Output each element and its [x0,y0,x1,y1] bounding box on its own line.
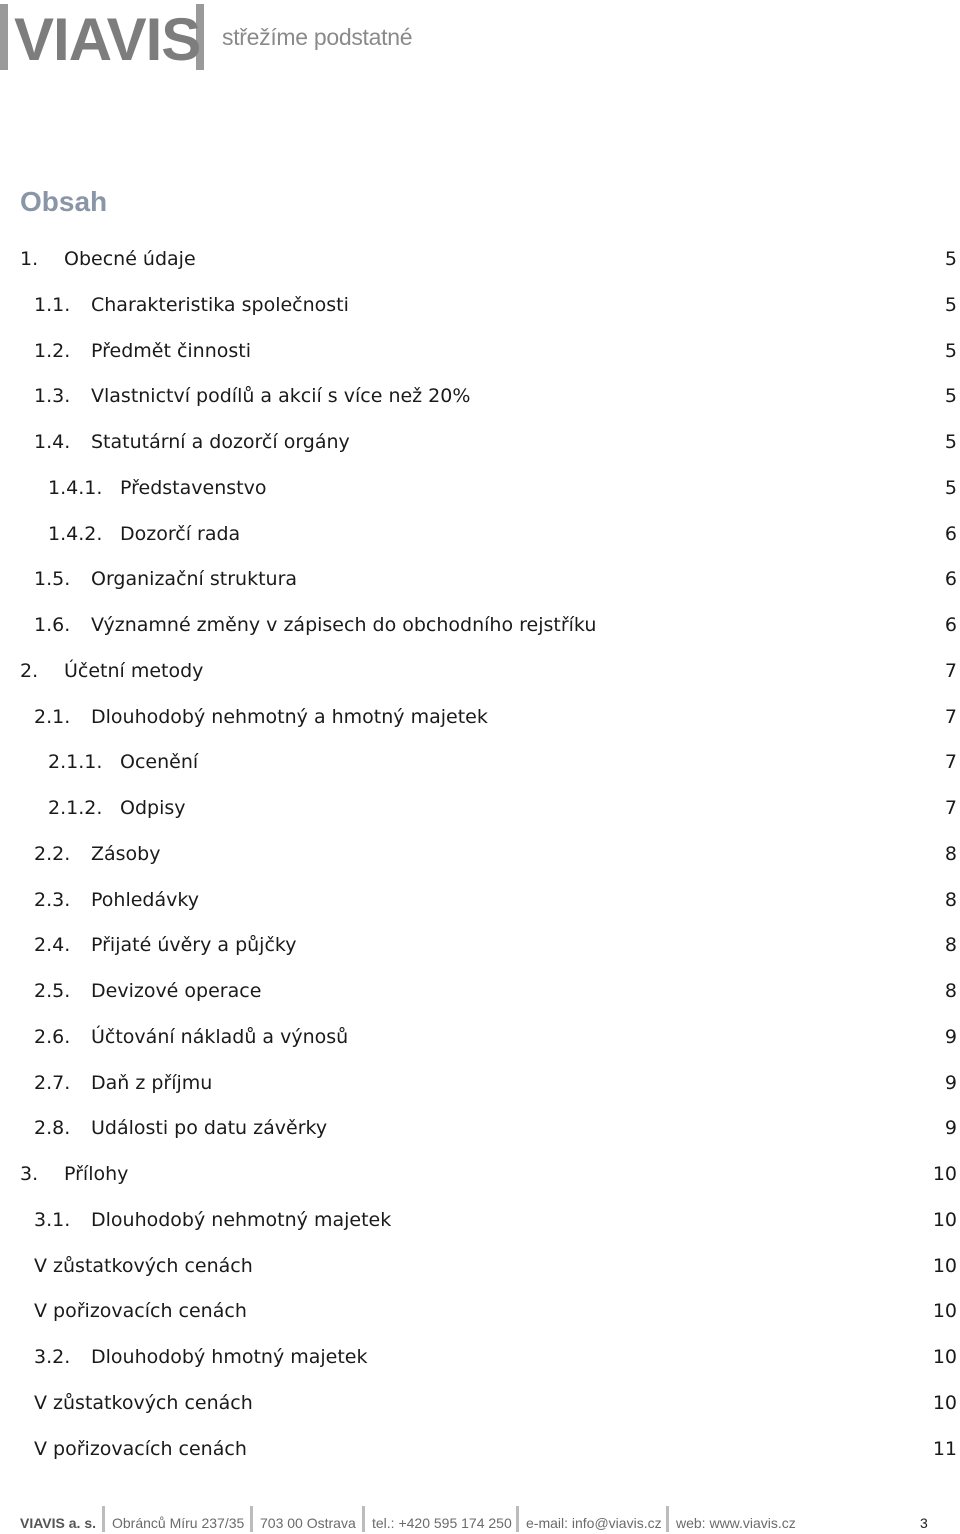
toc-entry[interactable] [0,1288,960,1334]
table-of-contents [0,236,960,1471]
toc-entry[interactable] [0,694,960,740]
toc-entry-title: Devizové operace [91,980,262,1002]
toc-entry-number: 3. [20,1163,39,1185]
footer-email[interactable]: e-mail: info@viavis.cz [526,1515,662,1531]
page-footer [0,1506,960,1534]
toc-entry-page: 8 [944,934,957,957]
toc-entry-title: Účetní metody [64,659,204,682]
footer-divider [250,1506,253,1532]
toc-entry[interactable] [0,373,960,419]
toc-entry-page: 10 [932,1163,957,1185]
toc-entry[interactable] [0,877,960,923]
toc-entry-page: 10 [932,1346,957,1368]
toc-entry-page: 6 [944,614,957,636]
toc-entry[interactable] [0,556,960,602]
toc-entry-page: 9 [944,1071,957,1094]
toc-entry-page: 7 [944,659,957,682]
toc-entry[interactable] [0,328,960,374]
toc-entry-page: 5 [944,385,957,408]
toc-entry[interactable] [0,1334,960,1380]
toc-entry-title: V zůstatkových cenách [34,1391,253,1414]
toc-entry-page: 9 [944,1117,957,1140]
toc-entry-page: 8 [944,980,957,1002]
toc-entry-title: V pořizovacích cenách [34,1437,247,1460]
toc-entry-page: 10 [932,1208,957,1231]
toc-entry-title: Významné změny v zápisech do obchodního rejstříku [91,614,597,636]
toc-entry-page: 5 [944,339,957,362]
toc-entry-number: 2.7. [34,1071,71,1094]
footer-company: VIAVIS a. s. [20,1515,96,1531]
toc-entry-number: 1.1. [34,293,71,316]
toc-entry-number: 2.5. [34,980,71,1002]
toc-entry-number: 2.4. [34,934,71,957]
toc-entry[interactable] [0,922,960,968]
toc-entry-number: 1.2. [34,339,71,362]
toc-entry-page: 6 [944,568,957,591]
toc-entry[interactable] [0,1105,960,1151]
toc-entry-title: Události po datu závěrky [91,1117,328,1140]
toc-entry-number: 1.6. [34,614,71,636]
toc-entry-number: 2. [20,659,39,682]
toc-entry[interactable] [0,1060,960,1106]
toc-entry-number: 1.3. [34,385,71,408]
page-number: 3 [920,1515,928,1531]
toc-entry-number: 2.8. [34,1117,71,1140]
toc-entry-page: 6 [944,522,957,545]
viavis-logo-mark [0,0,210,76]
toc-entry-page: 9 [944,1025,957,1048]
toc-entry[interactable] [0,648,960,694]
toc-entry-page: 7 [944,797,957,819]
toc-entry-title: Dlouhodobý nehmotný a hmotný majetek [91,705,488,728]
toc-entry-page: 10 [932,1391,957,1414]
toc-entry[interactable] [0,236,960,282]
toc-entry[interactable] [0,1243,960,1289]
toc-entry-page: 7 [944,705,957,728]
toc-entry[interactable] [0,968,960,1014]
toc-entry-number: 2.1.2. [48,797,103,819]
toc-entry[interactable] [0,602,960,648]
toc-title: Obsah [20,186,108,217]
toc-entry-number: 2.1. [34,705,71,728]
toc-entry[interactable] [0,282,960,328]
toc-entry-page: 10 [932,1254,957,1277]
footer-divider [102,1506,105,1532]
toc-entry-title: Obecné údaje [64,248,196,270]
toc-entry-title: Dlouhodobý hmotný majetek [91,1346,368,1368]
toc-entry-page: 5 [944,293,957,316]
toc-entry[interactable] [0,465,960,511]
toc-entry[interactable] [0,511,960,557]
toc-entry[interactable] [0,1380,960,1426]
toc-entry-page: 8 [944,888,957,911]
toc-entry-page: 5 [944,248,957,270]
toc-entry[interactable] [0,1014,960,1060]
logo-tagline: střežíme podstatné [222,24,413,50]
footer-divider [666,1506,669,1532]
toc-entry[interactable] [0,785,960,831]
toc-entry[interactable] [0,1426,960,1472]
toc-entry-page: 10 [932,1300,957,1323]
toc-entry-page: 5 [944,431,957,453]
toc-entry-title: Přílohy [64,1163,129,1185]
toc-entry-page: 11 [932,1437,957,1460]
toc-entry-title: V zůstatkových cenách [34,1254,253,1277]
toc-entry[interactable] [0,739,960,785]
toc-entry-number: 1.4. [34,431,71,453]
toc-entry-title: Daň z příjmu [91,1071,213,1094]
footer-city: 703 00 Ostrava [260,1515,356,1531]
toc-entry[interactable] [0,419,960,465]
toc-entry-title: Organizační struktura [91,568,298,591]
toc-entry-number: 1.4.1. [48,476,103,499]
toc-entry-number: 2.2. [34,842,71,865]
toc-entry-title: Zásoby [91,842,161,865]
toc-entry-title: Statutární a dozorčí orgány [91,431,350,453]
toc-entry-page: 8 [944,842,957,865]
toc-entry-number: 2.6. [34,1025,71,1048]
toc-entry-title: Představenstvo [120,476,267,499]
footer-divider [362,1506,365,1532]
toc-entry-title: Účtování nákladů a výnosů [91,1025,349,1048]
footer-web[interactable]: web: www.viavis.cz [676,1515,796,1531]
toc-entry-title: Vlastnictví podílů a akcií s více než 20% [91,385,471,408]
toc-entry-title: Dlouhodobý nehmotný majetek [91,1208,392,1231]
toc-entry-title: Ocenění [120,751,199,774]
toc-entry-page: 5 [944,476,957,499]
toc-entry-title: Přijaté úvěry a půjčky [91,934,297,957]
toc-entry-page: 7 [944,751,957,774]
logo-wordmark: VIAVIS [14,6,201,73]
toc-entry[interactable] [0,1197,960,1243]
toc-entry-title: Předmět činnosti [91,339,252,362]
toc-entry-number: 1.4.2. [48,522,103,545]
toc-entry-number: 2.1.1. [48,751,103,774]
toc-entry-number: 1.5. [34,568,71,591]
toc-entry[interactable] [0,1151,960,1197]
toc-entry-title: V pořizovacích cenách [34,1300,247,1323]
toc-entry-title: Odpisy [120,797,186,819]
toc-entry-number: 3.2. [34,1346,71,1368]
company-logo [0,0,420,76]
footer-phone: tel.: +420 595 174 250 [372,1515,512,1531]
toc-entry-number: 1. [20,248,39,270]
toc-entry-title: Dozorčí rada [120,522,241,545]
toc-entry-title: Charakteristika společnosti [91,293,349,316]
footer-divider [516,1506,519,1532]
footer-street: Obránců Míru 237/35 [112,1515,245,1531]
toc-entry-number: 3.1. [34,1208,71,1231]
toc-entry-title: Pohledávky [91,888,199,911]
toc-entry[interactable] [0,831,960,877]
toc-entry-number: 2.3. [34,888,71,911]
